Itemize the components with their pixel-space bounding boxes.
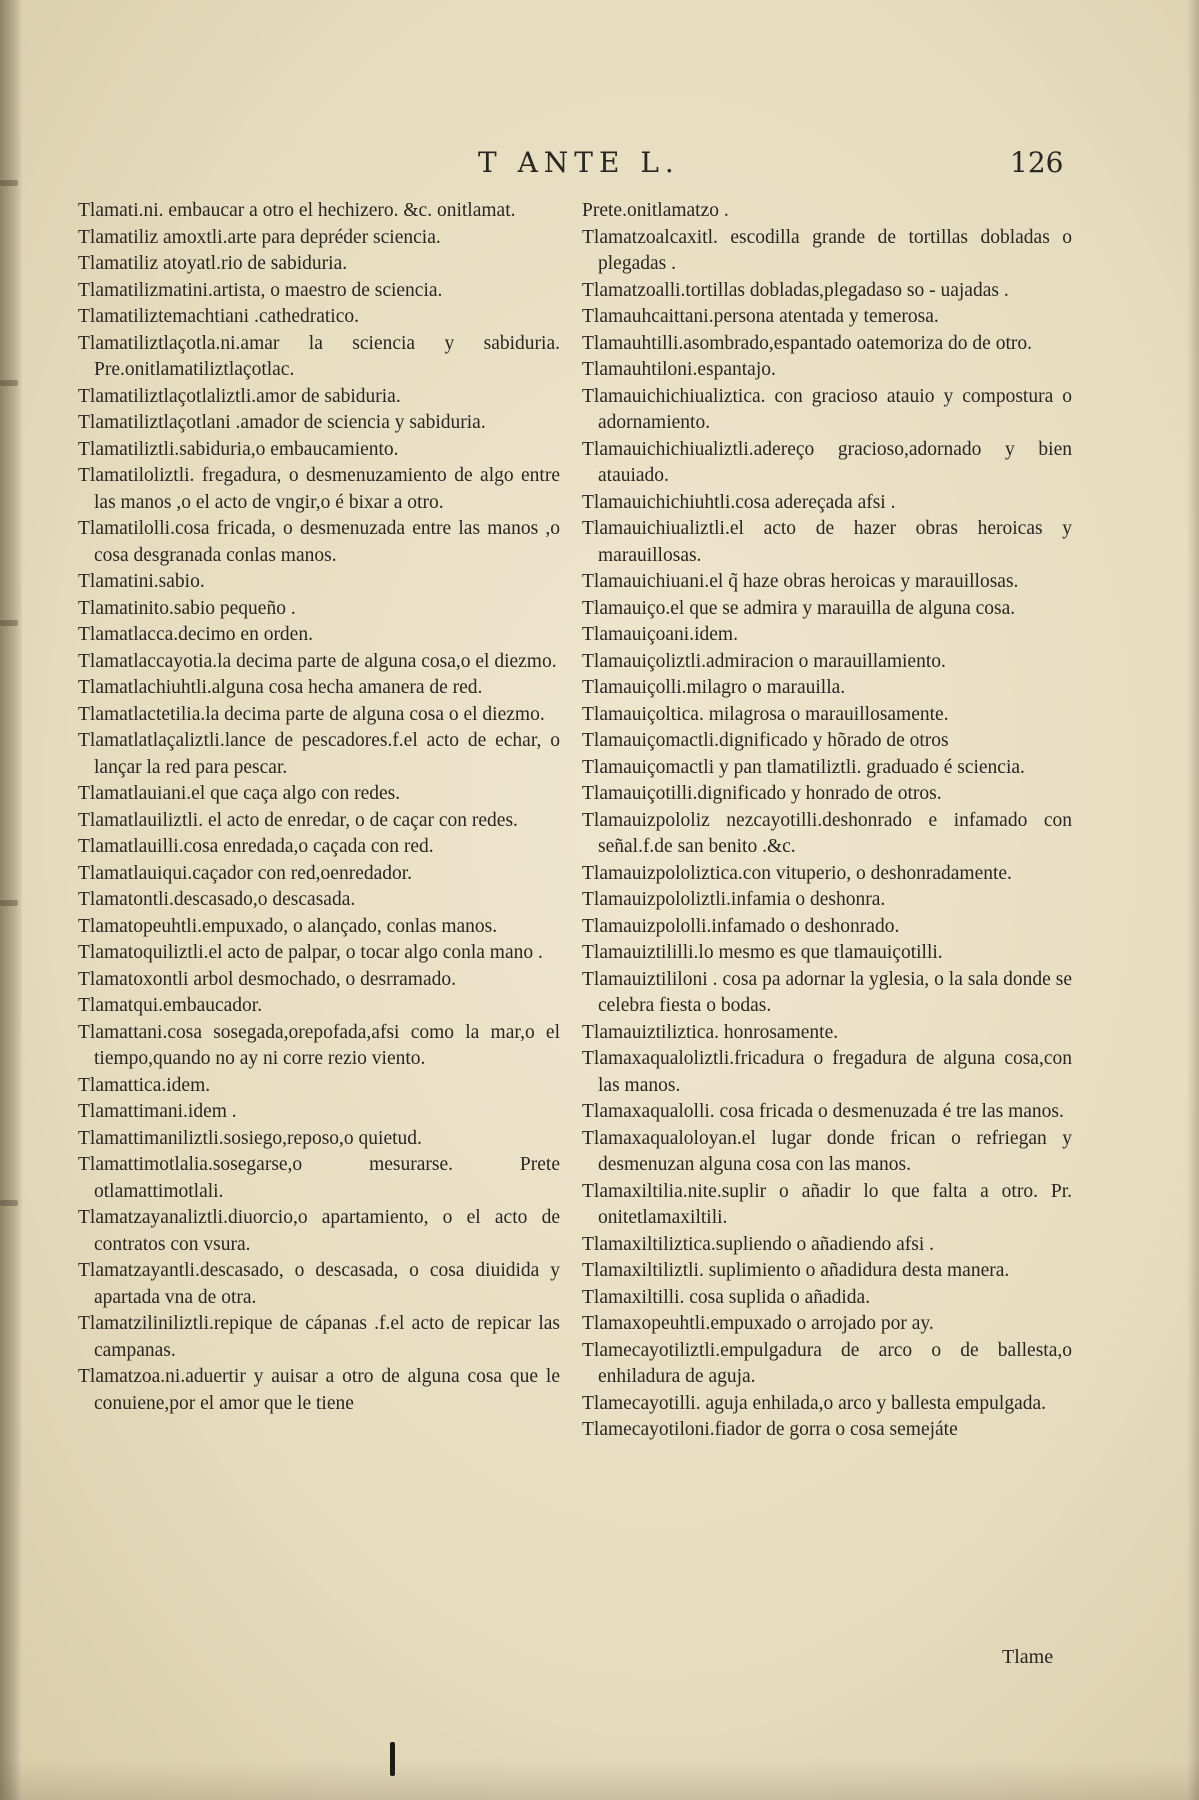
- dictionary-entry: Tlamattimotlalia.sosegarse,o mesurarse. Prete otlamattimotlali.: [78, 1154, 560, 1202]
- dictionary-entry: Tlamatiliztemachtiani .cathedratico.: [78, 306, 359, 327]
- dictionary-entry: Tlamauiçolli.milagro o marauilla.: [582, 677, 846, 698]
- dictionary-entry: Tlamauhtiloni.espantajo.: [582, 359, 776, 380]
- dictionary-entry: Tlamaxiltiliztica.supliendo o añadiendo afsi .: [582, 1233, 934, 1255]
- dictionary-entry: Tlamatinito.sabio pequeño .: [78, 597, 296, 619]
- dictionary-entry: Tlamauichiualiztli.el acto de hazer obras heroicas y marauillosas.: [582, 518, 1072, 566]
- dictionary-entry: Tlamatlauiliztli. el acto de enredar, o de caçar con redes.: [78, 809, 518, 831]
- right-column: [582, 198, 1072, 1444]
- dictionary-entry: Tlamauichichiualiztli.adereço gracioso,adornado y bien atauiado.: [582, 438, 1072, 486]
- facing-page-bleed: [0, 620, 18, 626]
- facing-page-bleed: [0, 180, 18, 186]
- dictionary-entry: Tlamatlatlaçaliztli.lance de pescadores.f.el acto de echar, o lançar la red para pescar.: [78, 730, 560, 778]
- dictionary-entry: Tlamecayotiloni.fiador de gorra o cosa semejáte: [582, 1419, 958, 1440]
- dictionary-entry: Tlamecayotiliztli.empulgadura de arco o de ballesta,o enhiladura de aguja.: [582, 1339, 1072, 1387]
- running-head: T ANTE L.: [478, 146, 680, 179]
- dictionary-entry: Tlamattimani.idem .: [78, 1101, 237, 1122]
- dictionary-entry: Tlamatiliztli.sabiduria,o embaucamiento.: [78, 438, 399, 460]
- catchword: Tlame: [1002, 1646, 1054, 1668]
- dictionary-entry: Tlamattani.cosa sosegada,orepofada,afsi como la mar,o el tiempo,quando no ay ni corre rezio viento.: [78, 1021, 560, 1069]
- dictionary-entry: Prete.onitlamatzo .: [582, 200, 729, 221]
- dictionary-entry: Tlamatzoa.ni.aduertir y auisar a otro de alguna cosa que le conuiene,por el amor que le tiene: [78, 1366, 560, 1414]
- dictionary-entry: Tlamauizpololli.infamado o deshonrado.: [582, 915, 900, 937]
- dictionary-entry: Tlamauizpololiztli.infamia o deshonra.: [582, 889, 886, 910]
- dictionary-entry: Tlamaxaqualoliztli.fricadura o fregadura de alguna cosa,con las manos.: [582, 1048, 1072, 1096]
- dictionary-entry: Tlamatlacca.decimo en orden.: [78, 624, 313, 645]
- dictionary-entry: Tlamecayotilli. aguja enhilada,o arco y ballesta empulgada.: [582, 1392, 1047, 1414]
- facing-page-bleed: [0, 1200, 18, 1206]
- dictionary-entry: Tlamatilizmatini.artista, o maestro de sciencia.: [78, 279, 443, 301]
- dictionary-entry: Tlamauiçotilli.dignificado y honrado de otros.: [582, 783, 942, 804]
- dictionary-entry: Tlamattica.idem.: [78, 1074, 211, 1096]
- dictionary-entry: Tlamatoquiliztli.el acto de palpar, o tocar algo conla mano .: [78, 942, 543, 963]
- dictionary-entry: Tlamatlauilli.cosa enredada,o caçada con red.: [78, 836, 434, 857]
- dictionary-entry: Tlamatopeuhtli.empuxado, o alançado, conlas manos.: [78, 915, 498, 937]
- dictionary-entry: Tlamauichichiuhtli.cosa adereçada afsi .: [582, 491, 896, 513]
- dictionary-entry: Tlamauizpololiztica.con vituperio, o deshonradamente.: [582, 862, 1012, 884]
- dictionary-entry: Tlamaxopeuhtli.empuxado o arrojado por ay.: [582, 1313, 934, 1334]
- dictionary-entry: Tlamauhcaittani.persona atentada y temerosa.: [582, 306, 939, 327]
- dictionary-entry: Tlamatiliztlaçotla.ni.amar la sciencia y sabiduria. Pre.onitlamatiliztlaçotlac.: [78, 332, 560, 380]
- dictionary-entry: Tlamatiliz amoxtli.arte para depréder sciencia.: [78, 226, 441, 248]
- dictionary-entry: Tlamauiztililoni . cosa pa adornar la yglesia, o la sala donde se celebra fiesta o bodas.: [582, 968, 1072, 1016]
- dictionary-entry: Tlamauiçomactli y pan tlamatiliztli. graduado é sciencia.: [582, 756, 1025, 778]
- dictionary-entry: Tlamati.ni. embaucar a otro el hechizero. &c. onitlamat.: [78, 200, 516, 221]
- dictionary-entry: Tlamatlactetilia.la decima parte de alguna cosa o el diezmo.: [78, 703, 545, 725]
- dictionary-entry: Tlamauhtilli.asombrado,espantado oatemoriza do de otro.: [582, 332, 1032, 354]
- folio-number: 126: [1010, 146, 1064, 179]
- dictionary-entry: Tlamauiçoani.idem.: [582, 624, 738, 645]
- dictionary-entry: Tlamaxaqualoloyan.el lugar donde frican o refriegan y desmenuzan alguna cosa con las manos.: [582, 1127, 1072, 1175]
- dictionary-entry: Tlamauiçomactli.dignificado y hõrado de otros: [582, 730, 949, 751]
- dictionary-entry: Tlamauiztililli.lo mesmo es que tlamauiçotilli.: [582, 942, 943, 963]
- dictionary-entry: Tlamatlauiani.el que caça algo con redes.: [78, 783, 401, 804]
- dictionary-entry: Tlamauichiuani.el q̃ haze obras heroicas y marauillosas.: [582, 571, 1019, 592]
- left-column: [78, 198, 560, 1417]
- page-edge-shadow: [1187, 0, 1199, 1800]
- dictionary-entry: Tlamatontli.descasado,o descasada.: [78, 889, 356, 910]
- dictionary-entry: Tlamatilolli.cosa fricada, o desmenuzada entre las manos ,o cosa desgranada conlas manos.: [78, 518, 560, 566]
- dictionary-entry: Tlamatini.sabio.: [78, 571, 205, 592]
- dictionary-entry: Tlamaxiltiliztli. suplimiento o añadidura desta manera.: [582, 1260, 1010, 1281]
- dictionary-entry: Tlamatziliniliztli.repique de cápanas .f.el acto de repicar las campanas.: [78, 1313, 560, 1361]
- dictionary-entry: Tlamatoxontli arbol desmochado, o desrramado.: [78, 968, 456, 990]
- dictionary-entry: Tlamaxaqualolli. cosa fricada o desmenuzada é tre las manos.: [582, 1101, 1064, 1122]
- bottom-shadow: [0, 1760, 1199, 1800]
- dictionary-entry: Tlamatlachiuhtli.alguna cosa hecha amanera de red.: [78, 677, 483, 698]
- dictionary-entry: Tlamattimaniliztli.sosiego,reposo,o quietud.: [78, 1127, 422, 1149]
- dictionary-entry: Tlamauiztiliztica. honrosamente.: [582, 1021, 839, 1043]
- dictionary-entry: Tlamauizpololiz nezcayotilli.deshonrado e infamado con señal.f.de san benito .&c.: [582, 809, 1072, 857]
- dictionary-entry: Tlamatqui.embaucador.: [78, 995, 263, 1016]
- dictionary-entry: Tlamatiliztlaçotlani .amador de sciencia y sabiduria.: [78, 412, 486, 433]
- dictionary-entry: Tlamatiliztlaçotlaliztli.amor de sabiduria.: [78, 385, 401, 407]
- dictionary-entry: Tlamauiço.el que se admira y marauilla de alguna cosa.: [582, 597, 1016, 619]
- dictionary-entry: Tlamatlaccayotia.la decima parte de alguna cosa,o el diezmo.: [78, 650, 557, 672]
- dictionary-entry: Tlamauiçoliztli.admiracion o marauillamiento.: [582, 650, 946, 672]
- dictionary-entry: Tlamatiliz atoyatl.rio de sabiduria.: [78, 253, 348, 274]
- dictionary-entry: Tlamauiçoltica. milagrosa o marauillosamente.: [582, 703, 949, 725]
- dictionary-entry: Tlamatlauiqui.caçador con red,oenredador.: [78, 862, 413, 884]
- dictionary-entry: Tlamatzoalcaxitl. escodilla grande de tortillas dobladas o plegadas .: [582, 226, 1072, 274]
- dictionary-entry: Tlamatzayanaliztli.diuorcio,o apartamiento, o el acto de contratos con vsura.: [78, 1207, 560, 1255]
- facing-page-bleed: [0, 380, 18, 386]
- dictionary-entry: Tlamaxiltilia.nite.suplir o añadir lo que falta a otro. Pr. onitetlamaxiltili.: [582, 1180, 1072, 1228]
- dictionary-entry: Tlamatiloliztli. fregadura, o desmenuzamiento de algo entre las manos ,o el acto de vngir,o é bixar a otro.: [78, 465, 560, 513]
- dictionary-entry: Tlamaxiltilli. cosa suplida o añadida.: [582, 1286, 871, 1308]
- facing-page-bleed: [0, 900, 18, 906]
- dictionary-entry: Tlamauichichiualiztica. con gracioso atauio y compostura o adornamiento.: [582, 385, 1072, 433]
- dictionary-entry: Tlamatzoalli.tortillas dobladas,plegadaso so - uajadas .: [582, 279, 1009, 301]
- dictionary-entry: Tlamatzayantli.descasado, o descasada, o cosa diuidida y apartada vna de otra.: [78, 1260, 560, 1308]
